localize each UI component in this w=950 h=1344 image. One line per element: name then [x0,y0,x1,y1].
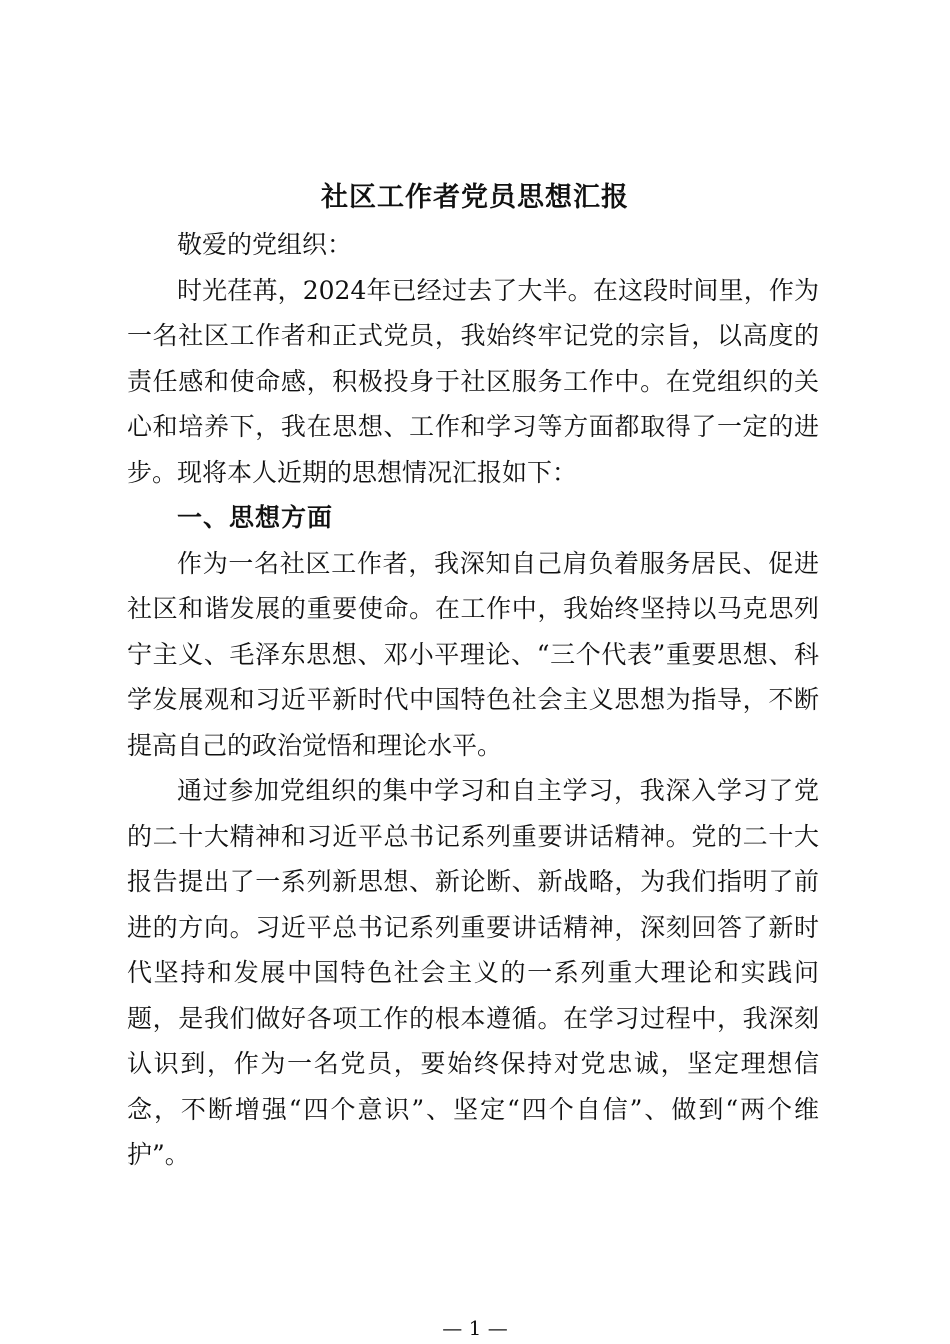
intro-paragraph: 时光荏苒，2024年已经过去了大半。在这段时间里，作为一名社区工作者和正式党员，我始终牢记党的宗旨，以高度的责任感和使命感，积极投身于社区服务工作中。在党组织的关心和培养下，我在思想、工作和学习等方面都取得了一定的进步。现将本人近期的思想情况汇报如下： [127,275,819,487]
page-number: — 1 — [442,1316,508,1340]
section1-paragraph-2: 通过参加党组织的集中学习和自主学习，我深入学习了党的二十大精神和习近平总书记系列重要讲话精神。党的二十大报告提出了一系列新思想、新论断、新战略，为我们指明了前进的方向。习近平总书记系列重要讲话精神，深刻回答了新时代坚持和发展中国特色社会主义的一系列重大理论和实践问题，是我们做好各项工作的根本遵循。在学习过程中，我深刻认识到，作为一名党员，要始终保持对党忠诚，坚定理想信念，不断增强“四个意识”、坚定“四个自信”、做到“两个维护”。 [127,776,819,1169]
section-heading-thought: 一、思想方面 [177,503,334,532]
section1-paragraph-1: 作为一名社区工作者，我深知自己肩负着服务居民、促进社区和谐发展的重要使命。在工作中，我始终坚持以马克思列宁主义、毛泽东思想、邓小平理论、“三个代表”重要思想、科学发展观和习近平新时代中国特色社会主义思想为指导，不断提高自己的政治觉悟和理论水平。 [127,548,819,760]
document-title: 社区工作者党员思想汇报 [321,182,629,213]
document-body [127,222,819,1178]
salutation: 敬爱的党组织： [177,230,353,259]
